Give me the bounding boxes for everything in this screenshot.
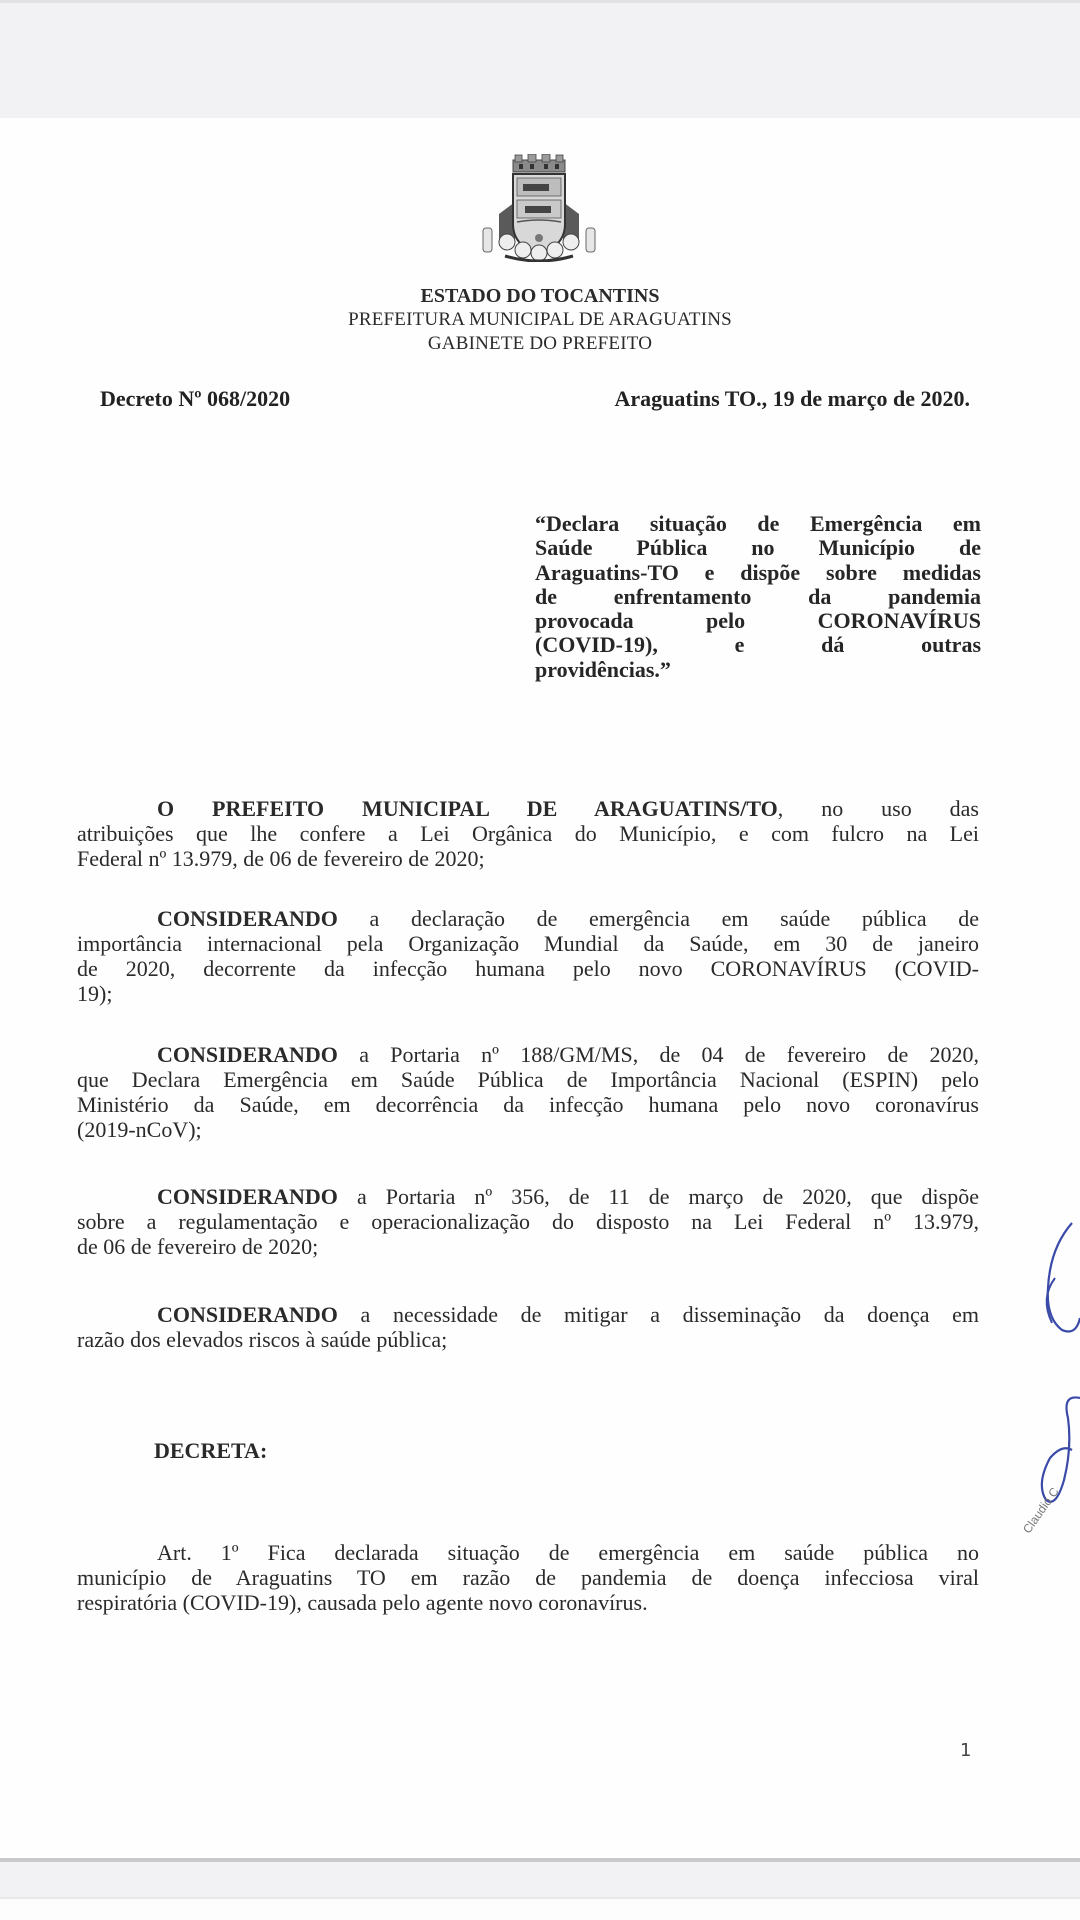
paragraph-line: que Declara Emergência em Saúde Pública de Importância Nacional (ESPIN) pelo bbox=[77, 1067, 979, 1092]
paragraph-line bbox=[77, 1184, 979, 1209]
paragraph-line: razão dos elevados riscos à saúde pública; bbox=[77, 1327, 448, 1352]
document-page bbox=[0, 118, 1080, 1858]
paragraph-text: a declaração de emergência em saúde pública de bbox=[337, 906, 979, 931]
paragraph-line bbox=[77, 796, 979, 821]
paragraph-line: Federal nº 13.979, de 06 de fevereiro de 2020; bbox=[77, 846, 485, 871]
ementa-line: de enfrentamento da pandemia bbox=[535, 583, 981, 609]
page-number: 1 bbox=[960, 1740, 972, 1761]
paragraph-line: município de Araguatins TO em razão de pandemia de doença infecciosa viral bbox=[77, 1565, 979, 1590]
ementa-line: provocada pelo CORONAVÍRUS bbox=[535, 608, 981, 634]
considerando-lead: CONSIDERANDO bbox=[157, 906, 338, 931]
signature-name-fragment: Claudio C bbox=[1020, 1484, 1062, 1537]
municipal-crest-logo bbox=[477, 154, 601, 262]
decree-date: Araguatins TO., 19 de março de 2020. bbox=[614, 386, 970, 411]
preamble-line1-rest: , no uso das bbox=[777, 796, 979, 821]
considerando-lead: CONSIDERANDO bbox=[157, 1302, 338, 1327]
considerando-lead: CONSIDERANDO bbox=[157, 1184, 338, 1209]
ementa-line: Saúde Pública no Município de bbox=[535, 535, 981, 561]
ementa-line: providências.” bbox=[535, 656, 671, 682]
top-gray-band bbox=[0, 0, 1080, 118]
paragraph-text: a necessidade de mitigar a disseminação da doença em bbox=[337, 1302, 979, 1327]
letterhead-prefeitura: PREFEITURA MUNICIPAL DE ARAGUATINS bbox=[348, 309, 732, 330]
paragraph-line: atribuições que lhe confere a Lei Orgânica do Município, e com fulcro na Lei bbox=[77, 821, 979, 846]
paragraph-line: Art. 1º Fica declarada situação de emergência em saúde pública no bbox=[157, 1540, 979, 1565]
paragraph-text: a Portaria nº 188/GM/MS, de 04 de fevereiro de 2020, bbox=[337, 1042, 979, 1067]
considerando-paragraph bbox=[77, 1042, 979, 1142]
handwritten-signature bbox=[1010, 1218, 1080, 1598]
decreta-heading: DECRETA: bbox=[154, 1438, 268, 1463]
paragraph-line bbox=[77, 906, 979, 931]
paragraph-line: de 06 de fevereiro de 2020; bbox=[77, 1234, 319, 1259]
bottom-gray-band bbox=[0, 1858, 1080, 1899]
preamble-paragraph bbox=[77, 796, 979, 871]
decree-number: Decreto Nº 068/2020 bbox=[100, 386, 291, 411]
ementa-line: (COVID-19), e dá outras bbox=[535, 632, 981, 658]
considerando-paragraph bbox=[77, 906, 979, 1006]
paragraph-line: Ministério da Saúde, em decorrência da infecção humana pelo novo coronavírus bbox=[77, 1092, 979, 1117]
ementa-line: Araguatins-TO e dispõe sobre medidas bbox=[535, 559, 981, 585]
considerando-paragraph bbox=[77, 1184, 979, 1259]
considerando-lead: CONSIDERANDO bbox=[157, 1042, 338, 1067]
paragraph-line: (2019-nCoV); bbox=[77, 1117, 202, 1142]
paragraph-line: sobre a regulamentação e operacionalização do disposto na Lei Federal nº 13.979, bbox=[77, 1209, 979, 1234]
considerando-paragraph bbox=[77, 1302, 979, 1352]
letterhead-state: ESTADO DO TOCANTINS bbox=[420, 285, 660, 307]
paragraph-line: 19); bbox=[77, 981, 113, 1006]
ementa-line: “Declara situação de Emergência em bbox=[535, 511, 981, 536]
paragraph-line bbox=[77, 1302, 979, 1327]
paragraph-line: respiratória (COVID-19), causada pelo agente novo coronavírus. bbox=[77, 1590, 648, 1615]
preamble-lead: O PREFEITO MUNICIPAL DE ARAGUATINS/TO bbox=[157, 796, 778, 821]
letterhead-gabinete: GABINETE DO PREFEITO bbox=[427, 333, 653, 354]
paragraph-text: a Portaria nº 356, de 11 de março de 2020, que dispõe bbox=[337, 1184, 979, 1209]
paragraph-line: de 2020, decorrente da infecção humana pelo novo CORONAVÍRUS (COVID- bbox=[77, 956, 979, 981]
paragraph-line: importância internacional pela Organização Mundial da Saúde, em 30 de janeiro bbox=[77, 931, 979, 956]
ementa-summary bbox=[535, 512, 981, 682]
article-1 bbox=[77, 1540, 979, 1615]
letterhead bbox=[0, 284, 1080, 356]
paragraph-line bbox=[77, 1042, 979, 1067]
